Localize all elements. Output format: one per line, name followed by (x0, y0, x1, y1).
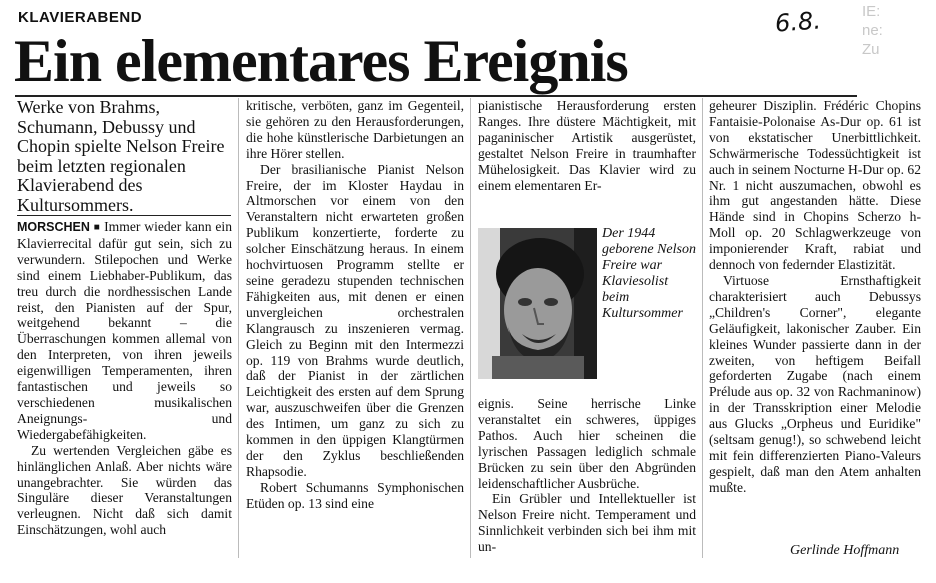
paragraph: pianistische Herausforderung ersten Ranges. Ihre düstere Mächtigkeit, mit paganinischer Artistik ausgerüstet, gestaltet Nelson Freire in traumhafter Mühelosigkeit. Das Klavier wird zu einem elementaren Er- (478, 98, 696, 193)
portrait-image (478, 228, 597, 379)
article-column-1 (17, 219, 232, 538)
lead-text: Immer wieder kann ein Klavierrecital dafür gut sein, sich zu verwundern. Stilepochen und Werke sind einem Liebhaber-Publikum, das treu durch die nordhessischen Lande reist, den Pianisten auf der Spur, weitgehend bekannt – die Überraschungen kommen allemal von den Interpreten, von ihren jeweils eigenwilligen Temperamenten, ihren fantastischen und jeweils so verschiedenen musikalischen Aneignungs- und Wiedergabefähigkeiten. (17, 219, 232, 442)
dateline: MORSCHEN (17, 220, 90, 234)
neighbor-line: ne: (862, 22, 883, 39)
portrait-photo (478, 228, 597, 379)
paragraph: Der brasilianische Pianist Nelson Freire, der im Kloster Haydau in Altmorschen vor einem von den Veranstaltern nicht erwarteten großen Publikum konzertierte, forderte zu solcher Einschätzung heraus. In einem hochvirtuosen Programm stellte er seine geradezu stupenden technischen Fähigkeiten aus, mit denen er einen unvergleichen orchestralen Klangrausch zu inszenieren vermag. Gleich zu Beginn mit den Intermezzi op. 119 von Brahms wurde deutlich, daß der Pianist in der zärtlichen Leichtigkeit des ersten auf dem Sprung war, auszuschweifen über die Grenzen des Intimen, um ganz zu sich zu kommen in den üppigen Klangtürmen der den Zyklus beschließenden Rhapsodie. (246, 161, 464, 479)
author-signature: Gerlinde Hoffmann (790, 543, 900, 558)
handwritten-date: 6.8. (774, 6, 822, 38)
column-divider (470, 98, 471, 558)
column-divider (702, 98, 703, 558)
article-column-2 (246, 98, 464, 512)
paragraph: Zu wertenden Vergleichen gäbe es hinlänglichen Anlaß. Aber nichts wäre unangebrachter. Sie würden das Singuläre dieser Veranstaltungen verleugnen. Nicht daß sich damit Einschätzungen, wohl auch (17, 442, 232, 538)
photo-caption: Der 1944 geborene Nelson Freire war Klaviesolist beim Kultursommer (602, 226, 696, 321)
lead-paragraph (17, 219, 232, 443)
paragraph: Virtuose Ernsthaftigkeit charakterisiert auch Debussys „Children's Corner", elegante Geläufigkeit, lakonischer Zauber. Ein kleines Wunder passierte dann in der zweiten, von heftigem Beifall geforderten Zugabe (nach einem Prélude aus op. 32 von Rachmaninow) in der Transskription einer Melodie aus Glucks „Orpheus und Euridike" (seltsam genug!), so schwebend leicht mit fein differenzierten Piano-Valeurs gespielt, daß man den Atem anhalten mußte. (709, 272, 921, 495)
paragraph: geheurer Disziplin. Frédéric Chopins Fantaisie-Polonaise As-Dur op. 61 ist von ekstatischer Unerbittlichkeit. Schwärmerische Todessüchtigkeit ist auch in seinem Nocturne H-Dur op. 62 Nr. 1 nicht auszumachen, obwohl es ihm gut angestanden hätte. Diese Hände sind in Chopins Scherzo h-Moll op. 20 Schlagwerkzeuge von imponierender Kraft, rabiat und dennoch von federnder Elastizität. (709, 98, 921, 273)
article-column-3-top (478, 98, 696, 193)
rule-deck (17, 215, 231, 216)
square-bullet-icon: ■ (93, 222, 101, 233)
section-kicker: KLAVIERABEND (18, 9, 143, 26)
neighbor-article-fragment (862, 2, 936, 62)
article-column-3-bottom (478, 396, 696, 555)
paragraph: kritische, verböten, ganz im Gegenteil, sie gehören zu den Herausforderungen, die hohe künstlerische Darbietungen an ihre Hörer stellen. (246, 98, 464, 161)
paragraph: Robert Schumanns Symphonischen Etüden op. 13 sind eine (246, 479, 464, 511)
neighbor-line: IE: (862, 3, 881, 20)
article-column-4 (709, 98, 921, 496)
neighbor-line: Zu (862, 41, 880, 58)
article-deck: Werke von Brahms, Schumann, Debussy und Chopin spielte Nelson Freire beim letzten regionalen Klavierabend des Kultursommers. (17, 97, 225, 215)
headline: Ein elementares Ereignis (14, 28, 628, 94)
column-divider (238, 98, 239, 558)
paragraph: eignis. Seine herrische Linke veranstaltet ein schweres, üppiges Pathos. Auch hier scheinen die lyrischen Passagen lediglich schmale Brücken zu sein über den Abgründen leidenschaftlicher Ausbrüche. (478, 396, 696, 491)
paragraph: Ein Grübler und Intellektueller ist Nelson Freire nicht. Temperament und Sinnlichkeit verbinden sich bei ihm mit un- (478, 491, 696, 555)
